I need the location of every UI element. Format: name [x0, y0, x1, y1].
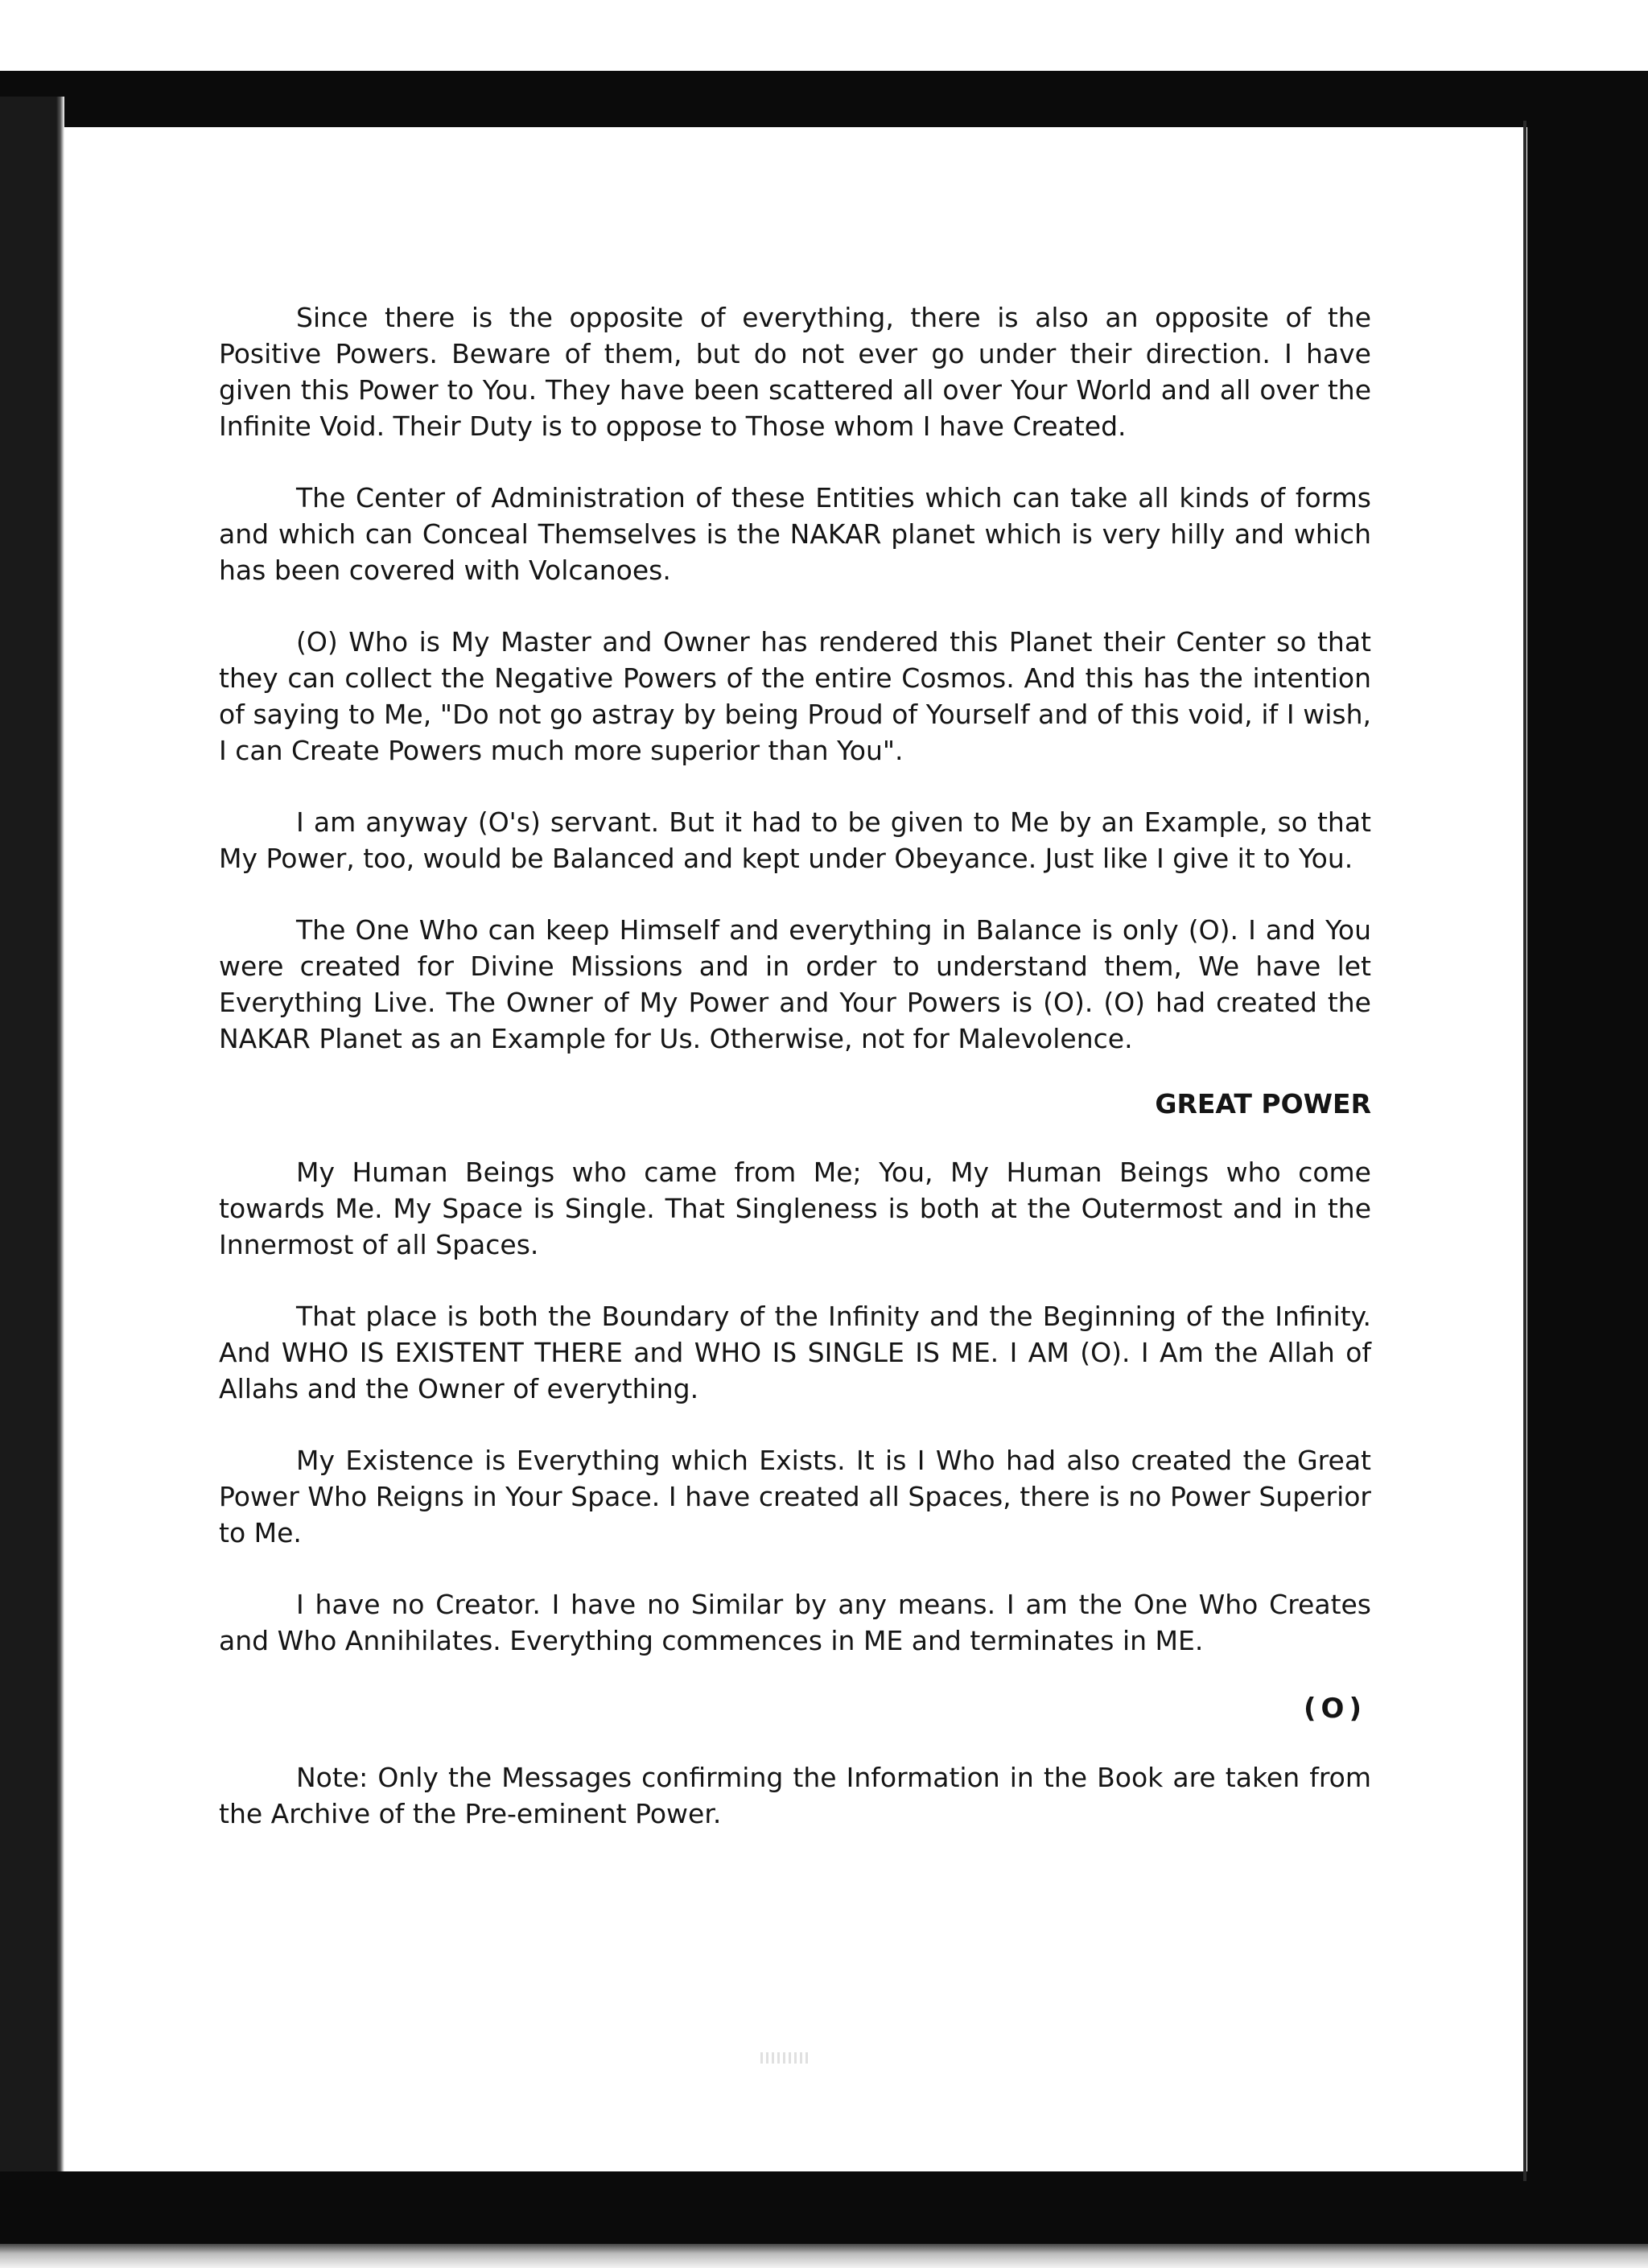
body-paragraph: Since there is the opposite of everything, there is also an opposite of the Positive Powers. Beware of them, but do not ever go under their direction. I have given this Power to You. They have been scattered all over Your World and all over the Infinite Void. Their Duty is to oppose to Those whom I have Created. — [219, 302, 1371, 442]
signature: (O) — [1304, 1693, 1366, 1725]
page-right-edge — [1523, 121, 1526, 2181]
document-body — [219, 299, 1371, 1867]
section-heading: GREAT POWER — [1155, 1088, 1371, 1120]
body-paragraph: That place is both the Boundary of the Infinity and the Beginning of the Infinity. And WHO IS EXISTENT THERE and WHO IS SINGLE IS ME. I AM (O). I Am the Allah of Allahs and the Owner of everything. — [219, 1301, 1371, 1404]
body-paragraph: The One Who can keep Himself and everything in Balance is only (O). I and You were created for Divine Missions and in order to understand them, We have let Everything Live. The Owner of My Power and Your Powers is (O). (O) had created the NAKAR Planet as an Example for Us. Otherwise, not for Malevolence. — [219, 914, 1371, 1054]
body-paragraph: The Center of Administration of these Entities which can take all kinds of forms and which can Conceal Themselves is the NAKAR planet which is very hilly and which has been covered with Volcanoes. — [219, 482, 1371, 586]
body-paragraph: My Human Beings who came from Me; You, My Human Beings who come towards Me. My Space is Single. That Singleness is both at the Outermost and in the Innermost of all Spaces. — [219, 1157, 1371, 1260]
scan-bottom-border — [0, 2171, 1648, 2244]
scan-top-border — [0, 71, 1648, 127]
body-paragraph: (O) Who is My Master and Owner has rendered this Planet their Center so that they can collect the Negative Powers of the entire Cosmos. And this has the intention of saying to Me, "Do not go astray by being Proud of Yourself and of this void, if I wish, I can Create Powers much more superior than You". — [219, 626, 1371, 766]
scan-right-border — [1527, 97, 1648, 2205]
body-paragraph: My Existence is Everything which Exists. It is I Who had also created the Great Power Who Reigns in Your Space. I have created all Spaces, there is no Power Superior to Me. — [219, 1445, 1371, 1548]
scan-left-border — [0, 97, 64, 2205]
body-paragraph: I am anyway (O's) servant. But it had to be given to Me by an Example, so that My Power, too, would be Balanced and kept under Obeyance. Just like I give it to You. — [219, 806, 1371, 874]
note-paragraph: Note: Only the Messages confirming the Information in the Book are taken from the Archive of the Pre-eminent Power. — [219, 1762, 1371, 1829]
body-paragraph: I have no Creator. I have no Similar by any means. I am the One Who Creates and Who Annihilates. Everything commences in ME and terminates in ME. — [219, 1589, 1371, 1656]
faint-page-mark — [760, 2052, 809, 2064]
scan-bottom-streak — [0, 2244, 1648, 2268]
